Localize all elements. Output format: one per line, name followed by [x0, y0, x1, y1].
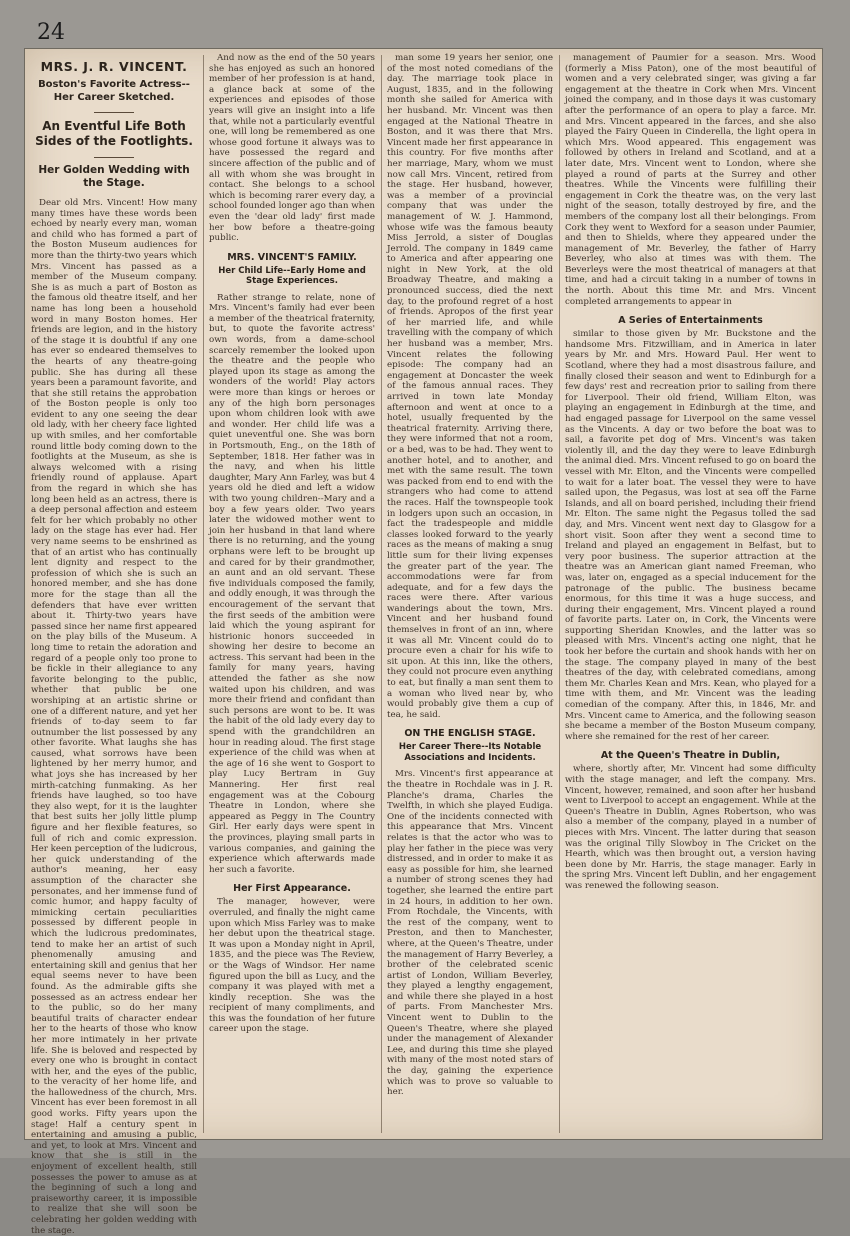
section-title: At the Queen's Theatre in Dublin,	[600, 750, 781, 762]
article-body: where, shortly after, Mr. Vincent had some difficulty with the stage manager, and left the company. Mrs. Vincent, however, remained, and soon after her husband went to Liverpool to accept an engagement. While at the Queen's Theatre in Dublin, Agnes Robertson, who was also a member of the company, played in a number of pieces with Mrs. Vincent. The latter during that season was the original Tilly Slowboy in The Cricket on the Hearth, which was then brought out, a version having been done by Mr. Harris, the stage manager. Early in the spring Mrs. Vincent left Dublin, and her engagement was renewed the following season.	[565, 764, 816, 891]
article-body: Rather strange to relate, none of Mrs. Vincent's family had ever been a member of the theatrical fraternity, but, to quote the favorite actress' own words, from a dame-school scarcely remember the looked upon the theatre and the people who played upon its stage as among the wonders of the world! Play actors were more than kings or heroes or any of the high born personages upon whom children look with awe and wonder. Her child life was a quiet uneventful one. She was born in Portsmouth, Eng., on the 18th of September, 1818. Her father was in the navy, and when his little daughter, Mary Ann Farley, was but 4 years old he died and left a widow with two young children--Mary and a boy a few years older. Two years later the widowed mother went to join her husband in that land where there is no returning, and the young orphans were left to be brought up and cared for by their grandmother, an aunt and an old servant. These five individuals composed the family, and oddly enough, it was through the encouragement of the servant that the first seeds of the ambition were laid which the young aspirant for histrionic honors succeeded in showing her desire to become an actress. This servant had been in the family for many years, having attended the father as she now waited upon his children, and was more their friend and confidant than such persons are wont to be. It was the habit of the old lady every day to spend with the grandchildren an hour in reading aloud. The first stage experience of the child was when at the age of 16 she went to Gosport to play Lucy Bertram in Guy Mannering. Her first real engagement was at the Cobourg Theatre in London, where she appeared as Peggy in The Country Girl. Her early days were spent in the provinces, playing small parts in various companies, and gaining the experience which afterwards made her such a favorite.	[209, 292, 375, 875]
newspaper-clipping	[24, 48, 823, 1236]
column-4	[559, 49, 822, 1139]
article-body: management of Paumier for a season. Mrs. Wood (formerly a Miss Paton), one of the most beautiful of women and a very celebrated singer, was giving a far engagement at the theatre in Cork when Mrs. Vincent joined the company, and in those days it was customary after the performance of an opera to play a farce. Mr. and Mrs. Vincent appeared in the farces, and she also played the Fairy Queen in Cinderella, the light opera in which Mrs. Wood appeared. This engagement was followed by others in Ireland and Scotland, and at a later date, Mrs. Vincent went to London, where she played a round of parts at the Surrey and other theatres. While the Vincents were fulfilling their engagement in Cork the theatre was, on the very last night of the season, totally destroyed by fire, and the members of the company lost all their belongings. From Cork they went to Wexford for a season under Paumier, and then to Shields, where they appeared under the management of Mr. Beverley, the father of Harry Beverley, who also at times was with them. The Beverleys were the most theatrical of managers at that time, and had a circuit taking in a number of towns in the north. About this time Mr. and Mrs. Vincent completed arrangements to appear in	[565, 53, 816, 307]
article-headline: An Eventful Life Both Sides of the Footlights.	[35, 119, 193, 148]
column-3	[381, 49, 559, 1139]
section-subtitle: Her Child Life--Early Home and Stage Experiences.	[218, 265, 366, 287]
article-body: Mrs. Vincent's first appearance at the theatre in Rochdale was in J. R. Planche's drama, Charles the Twelfth, in which she played Eudiga. One of the incidents connected with this appearance that Mrs. Vincent relates is that the actor who was to play her father in the piece was very distressed, and in order to make it as easy as possible for him, she learned a number of strong scenes they had together, she learned the entire part in 24 hours, in addition to her own. From Rochdale, the Vincents, with the rest of the company, went to Preston, and then to Manchester, where, at the Queen's Theatre, under the management of Harry Beverley, a brother of the celebrated scenic artist of London, William Beverley, they played a lengthy engagement, and while there she played in a host of parts. From Manchester Mrs. Vincent went to Dublin to the Queen's Theatre, where she played under the management of Alexander Lee, and during this time she played with many of the most noted stars of the day, gaining the experience which was to prove so valuable to her.	[387, 769, 553, 1098]
page-number: 24	[37, 20, 65, 45]
divider	[94, 157, 134, 158]
article-body: similar to those given by Mr. Buckstone and the handsome Mrs. Fitzwilliam, and in America in later years by Mr. and Mrs. Howard Paul. Her went to Scotland, where they had a most disastrous failure, and finally closed their season and went to Edinburgh for a few days' rest and recreation prior to sailing from there for Liverpool. Their old friend, William Elton, was playing an engagement in Edinburgh at the time, and had engaged passage for Liverpool on the same vessel as the Vincents. A day or two before the boat was to sail, a favorite pet dog of Mrs. Vincent's was taken violently ill, and the day they were to leave Edinburgh the animal died. Mrs. Vincent refused to go on board the vessel with Mr. Elton, and the Vincents were compelled to wait for a later boat. The vessel they were to have sailed upon, the Pegasus, was lost at sea off the Farne Islands, and all on board perished, including their friend Mr. Elton. The same night the Pegasus tolled the sad day, and Mrs. Vincent went next day to Glasgow for a short visit. Soon after they went a second time to Ireland and played an engagement in Belfast, but to very poor business. The superior attraction at the theatre was an American giant named Freeman, who was, later on, engaged as a special inducement for the patronage of the public. The business became enormous, for this time it was a huge success, and during their engagement, Mrs. Vincent played a round of favorite parts. Later on, in Cork, the Vincents were supporting Sheridan Knowles, and the latter was so pleased with Mrs. Vincent's acting one night, that he took her before the curtain and shook hands with her on the stage. The company played in many of the best theatres of the day, with celebrated comedians, among them Mr. Charles Kean and Mrs. Kean, who played for a time with them, and Mr. Vincent was the leading comedian of the company. After this, in 1846, Mr. and Mrs. Vincent came to America, and the following season she became a member of the Boston Museum company, where she remained for the rest of her career.	[565, 329, 816, 742]
article-body: The manager, however, were overruled, and finally the night came upon which Miss Farley was to make her debut upon the theatrical stage. It was upon a Monday night in April, 1835, and the piece was The Review, or the Wags of Windsor. Her name figured upon the bill as Lucy, and the company it was played with met a kindly reception. She was the recipient of many compliments, and this was the foundation of her future career upon the stage.	[209, 897, 375, 1035]
article-title: MRS. J. R. VINCENT.	[40, 59, 188, 74]
section-title: ON THE ENGLISH STAGE.	[404, 728, 536, 740]
section-subtitle: Her Career There--Its Notable Associations and Incidents.	[398, 742, 542, 763]
article-body: And now as the end of the 50 years she has enjoyed as such an honored member of her profession is at hand, a glance back at some of the experiences and episodes of those years will give an insight into a life that, while not a particularly eventful one, will long be remembered as one whose good fortune it always was to have possessed the regard and sincere affection of the public and of all with whom she was brought in contact. She belongs to a school which is becoming rarer every day, a school founded longer ago than when even the 'dear old lady' first made her bow before a theatre-going public.	[209, 53, 375, 244]
column-1	[25, 49, 203, 1236]
section-title: A Series of Entertainments	[618, 315, 763, 327]
divider	[94, 112, 134, 113]
article-subtitle: Boston's Favorite Actress--Her Career Sketched.	[38, 79, 190, 103]
article-body: Dear old Mrs. Vincent! How many many times have these words been echoed by nearly every man, woman and child who has formed a part of the Boston Museum audiences for more than the thirty-two years which Mrs. Vincent has passed as a member of the Museum company. She is as much a part of Boston as the famous old theatre itself, and her name has long been a household word in many Boston homes. Her friends are legion, and in the history of the stage it is doubtful if any one has ever so endeared themselves to the hearts of any theatre-going public. She has during all these years been a paramount favorite, and that she still retains the approbation of the Boston people is only too evident to any one seeing the dear old lady, with her cheery face lighted up with smiles, and her comfortable round little body coming down to the footlights at the Museum, as she is always welcomed with a rising friendly round of applause. Apart from the regard in which she has long been held as an actress, there is a deep personal affection and esteem felt for her which probably no other lady on the stage has ever had. Her very name seems to be enshrined as that of an artist who has continually lent dignity and respect to the profession of which she is such an honored member, and she has done more for the stage than all the defenders that have ever written about it. Thirty-two years have passed since her name first appeared on the play bills of the Museum. A long time to retain the adoration and regard of a people only too prone to be fickle in their allegiance to any favorite belonging to the public, whether that public be one worshiping at an artistic shrine or one of a different nature, and yet her friends of to-day seem to far outnumber the list possessed by any other favorite. What laughs she has caused, what sorrows have been lightened by her merry humor, and what joys she has increased by her mirth-catching funmaking. As her friends have laughed, so too have they also wept, for it is the laughter that best suits her jolly little plump figure and her flexible features, so full of rich and comic expression. Her keen perception of the ludicrous, her quick understanding of the author's meaning, her easy assumption of the character she personates, and her immense fund of comic humor, and happy faculty of mimicking certain peculiarities possessed by different people in which the ludicrous predominates, tend to make her an artist of such phenomenally amusing and entertaining skill and genius that her equal seems never to have been found. As the admirable gifts she possessed as an actress endear her to the public, so do her many beautiful traits of character endear her to the hearts of those who know her more intimately in her private life. She is beloved and respected by every one who is brought in contact with her, and the eyes of the public, to the veracity of her home life, and the hallowedness of the church, Mrs. Vincent has ever been foremost in all good works. Fifty years upon the stage! Half a century spent in entertaining and amusing a public, and yet, to look at Mrs. Vincent and know that she is still in the enjoyment of excellent health, still possesses the power to amuse as at the beginning of such a long and praiseworthy career, it is impossible to realize that she will soon be celebrating her golden wedding with the stage.	[31, 198, 197, 1236]
column-2	[203, 49, 381, 1139]
section-title: MRS. VINCENT'S FAMILY.	[227, 251, 357, 263]
article-body: man some 19 years her senior, one of the most noted comedians of the day. The marriage took place in August, 1835, and in the following month she sailed for America with her husband. Mr. Vincent was then engaged at the National Theatre in Boston, and it was there that Mrs. Vincent made her first appearance in this country. For five months after her marriage, Mary, whom we must now call Mrs. Vincent, retired from the stage. Her husband, however, was a member of a provincial company that was under the management of W. J. Hammond, whose wife was the famous beauty Miss Jerrold, a sister of Douglas Jerrold. The company in 1849 came to America and after appearing one night in New York, at the old Broadway Theatre, and making a pronounced success, died the next day, to the profound regret of a host of friends. Apropos of the first year of her married life, and while travelling with the company of which her husband was a member, Mrs. Vincent relates the following episode: The company had an engagement at Doncaster the week of the famous annual races. They arrived in town late Monday afternoon and went at once to a hotel, usually frequented by the theatrical fraternity. Arriving there, they were informed that not a room, or a bed, was to be had. They went to another hotel, and to another, and met with the same result. The town was packed from end to end with the strangers who had come to attend the races. Half the townspeople took in lodgers upon such an occasion, in fact the tradespeople and middle classes looked forward to the yearly races as the means of making a snug little sum for their living expenses the greater part of the year. The accommodations were far from adequate, and for a few days the races were there. After various wanderings about the town, Mrs. Vincent and her husband found themselves in front of an inn, where it was all Mr. Vincent could do to procure even a chair for his wife to sit upon. At this inn, like the others, they could not procure even anything to eat, but finally a man sent them to a woman who lived near by, who would probably give them a cup of tea, he said.	[387, 53, 553, 720]
article-headline-2: Her Golden Wedding with the Stage.	[38, 164, 190, 189]
section-title: Her First Appearance.	[233, 883, 351, 895]
